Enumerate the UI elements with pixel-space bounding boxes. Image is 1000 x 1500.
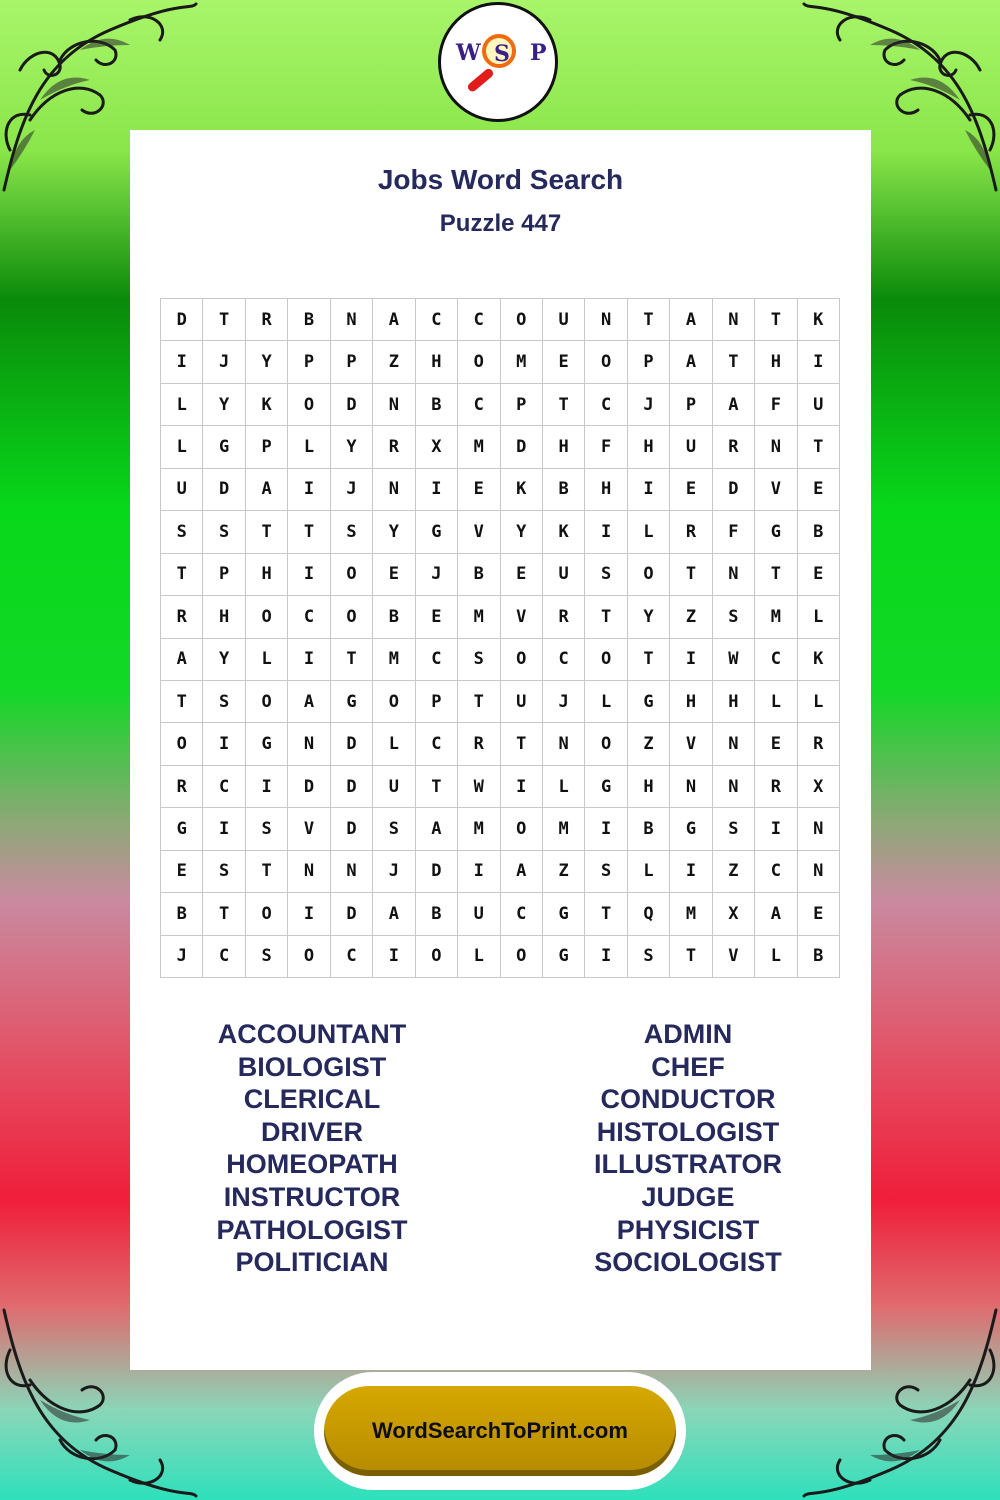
grid-cell[interactable]: T [501, 723, 543, 765]
grid-cell[interactable]: V [501, 596, 543, 638]
grid-cell[interactable]: T [161, 681, 203, 723]
grid-cell[interactable]: L [288, 426, 330, 468]
grid-cell[interactable]: D [331, 384, 373, 426]
grid-cell[interactable]: W [458, 766, 500, 808]
grid-cell[interactable]: S [203, 681, 245, 723]
grid-cell[interactable]: X [416, 426, 458, 468]
grid-cell[interactable]: I [458, 851, 500, 893]
grid-cell[interactable]: O [416, 936, 458, 978]
grid-cell[interactable]: A [501, 851, 543, 893]
grid-cell[interactable]: G [161, 808, 203, 850]
grid-cell[interactable]: A [713, 384, 755, 426]
grid-cell[interactable]: C [543, 639, 585, 681]
grid-cell[interactable]: T [755, 299, 797, 341]
grid-cell[interactable]: E [161, 851, 203, 893]
grid-cell[interactable]: G [543, 893, 585, 935]
grid-cell[interactable]: L [798, 596, 840, 638]
grid-cell[interactable]: H [543, 426, 585, 468]
magnifier-logo-icon [448, 32, 548, 92]
grid-cell[interactable]: Y [628, 596, 670, 638]
grid-cell[interactable]: M [373, 639, 415, 681]
grid-cell[interactable]: L [161, 384, 203, 426]
grid-cell[interactable]: E [755, 723, 797, 765]
grid-cell[interactable]: T [203, 299, 245, 341]
grid-cell[interactable]: I [288, 893, 330, 935]
grid-cell[interactable]: C [755, 639, 797, 681]
grid-cell[interactable]: O [585, 341, 627, 383]
grid-cell[interactable]: L [755, 681, 797, 723]
grid-cell[interactable]: O [628, 554, 670, 596]
word-list-item: ADMIN [643, 1019, 733, 1049]
grid-cell[interactable]: B [458, 554, 500, 596]
grid-cell[interactable]: Q [628, 893, 670, 935]
word-list-item: ILLUSTRATOR [594, 1149, 782, 1180]
grid-cell[interactable]: I [203, 723, 245, 765]
grid-cell[interactable]: T [755, 554, 797, 596]
grid-cell[interactable]: N [713, 723, 755, 765]
word-list-item: JUDGE [641, 1181, 735, 1212]
grid-cell[interactable]: S [585, 851, 627, 893]
grid-cell[interactable]: P [203, 554, 245, 596]
grid-cell[interactable]: U [161, 469, 203, 511]
grid-cell[interactable]: D [713, 469, 755, 511]
grid-cell[interactable]: C [288, 596, 330, 638]
grid-cell[interactable]: I [161, 341, 203, 383]
grid-cell[interactable]: S [713, 596, 755, 638]
grid-cell[interactable]: N [543, 723, 585, 765]
grid-cell[interactable]: D [331, 723, 373, 765]
grid-cell[interactable]: N [713, 554, 755, 596]
grid-cell[interactable]: H [203, 596, 245, 638]
site-link-button[interactable]: WordSearchToPrint.com [324, 1386, 676, 1476]
grid-cell[interactable]: O [501, 639, 543, 681]
grid-cell[interactable]: C [416, 723, 458, 765]
puzzle-card [130, 130, 871, 1370]
grid-cell[interactable]: H [755, 341, 797, 383]
grid-cell[interactable]: T [585, 893, 627, 935]
grid-cell[interactable]: O [288, 384, 330, 426]
grid-cell[interactable]: I [585, 936, 627, 978]
grid-cell[interactable]: N [798, 808, 840, 850]
grid-cell[interactable]: O [246, 681, 288, 723]
grid-cell[interactable]: O [585, 723, 627, 765]
grid-cell[interactable]: R [458, 723, 500, 765]
grid-cell[interactable]: T [246, 851, 288, 893]
grid-cell[interactable]: T [203, 893, 245, 935]
grid-cell[interactable]: P [246, 426, 288, 468]
grid-cell[interactable]: N [798, 851, 840, 893]
grid-cell[interactable]: N [331, 299, 373, 341]
grid-cell[interactable]: L [161, 426, 203, 468]
grid-cell[interactable]: I [246, 766, 288, 808]
grid-cell[interactable]: I [288, 554, 330, 596]
grid-cell[interactable]: U [373, 766, 415, 808]
grid-cell[interactable]: T [161, 554, 203, 596]
grid-cell[interactable]: P [628, 341, 670, 383]
grid-cell[interactable]: V [458, 511, 500, 553]
grid-cell[interactable]: C [458, 299, 500, 341]
grid-cell[interactable]: B [161, 893, 203, 935]
grid-cell[interactable]: D [331, 893, 373, 935]
grid-cell[interactable]: G [585, 766, 627, 808]
grid-cell[interactable]: G [543, 936, 585, 978]
grid-cell[interactable]: G [416, 511, 458, 553]
grid-cell[interactable]: P [670, 384, 712, 426]
grid-cell[interactable]: U [543, 554, 585, 596]
grid-cell[interactable]: A [755, 893, 797, 935]
grid-cell[interactable]: G [628, 681, 670, 723]
grid-cell[interactable]: T [416, 766, 458, 808]
grid-cell[interactable]: N [331, 851, 373, 893]
grid-cell[interactable]: A [416, 808, 458, 850]
grid-cell[interactable]: O [373, 681, 415, 723]
word-list-item: HOMEOPATH [226, 1149, 398, 1180]
grid-cell[interactable]: L [543, 766, 585, 808]
grid-cell[interactable]: O [501, 808, 543, 850]
grid-cell[interactable]: Z [628, 723, 670, 765]
grid-cell[interactable]: F [585, 426, 627, 468]
grid-cell[interactable]: U [501, 681, 543, 723]
grid-cell[interactable]: T [628, 639, 670, 681]
grid-cell[interactable]: K [246, 384, 288, 426]
grid-cell[interactable]: B [416, 384, 458, 426]
grid-cell[interactable]: T [670, 554, 712, 596]
grid-cell[interactable]: M [543, 808, 585, 850]
grid-cell[interactable]: S [246, 936, 288, 978]
grid-cell[interactable]: J [161, 936, 203, 978]
grid-cell[interactable]: Z [543, 851, 585, 893]
grid-cell[interactable]: L [798, 681, 840, 723]
grid-cell[interactable]: L [373, 723, 415, 765]
grid-cell[interactable]: D [501, 426, 543, 468]
grid-cell[interactable]: D [161, 299, 203, 341]
site-logo[interactable] [438, 2, 558, 122]
logo-letter: W [456, 40, 481, 66]
grid-cell[interactable]: H [246, 554, 288, 596]
grid-cell[interactable]: T [331, 639, 373, 681]
grid-cell[interactable]: C [416, 299, 458, 341]
puzzle-number: Puzzle 447 [439, 210, 562, 237]
word-list-item: DRIVER [260, 1116, 363, 1147]
grid-cell[interactable]: U [458, 893, 500, 935]
word-list-item: CHEF [651, 1051, 725, 1082]
grid-cell[interactable]: J [203, 341, 245, 383]
grid-cell[interactable]: M [458, 596, 500, 638]
grid-cell[interactable]: H [585, 469, 627, 511]
grid-cell[interactable]: E [798, 893, 840, 935]
grid-cell[interactable]: O [246, 596, 288, 638]
grid-cell[interactable]: O [161, 723, 203, 765]
grid-cell[interactable]: U [543, 299, 585, 341]
grid-cell[interactable]: N [288, 851, 330, 893]
grid-cell[interactable]: L [755, 936, 797, 978]
grid-cell[interactable]: F [755, 384, 797, 426]
word-list-left [152, 1018, 472, 1279]
grid-cell[interactable]: C [331, 936, 373, 978]
grid-cell[interactable]: O [501, 299, 543, 341]
grid-cell[interactable]: N [755, 426, 797, 468]
grid-cell[interactable]: I [501, 766, 543, 808]
grid-cell[interactable]: T [798, 426, 840, 468]
grid-cell[interactable]: A [288, 681, 330, 723]
grid-cell[interactable]: O [458, 341, 500, 383]
grid-cell[interactable]: B [628, 808, 670, 850]
grid-cell[interactable]: K [798, 639, 840, 681]
grid-cell[interactable]: X [713, 893, 755, 935]
grid-cell[interactable]: C [203, 766, 245, 808]
grid-cell[interactable]: O [501, 936, 543, 978]
grid-cell[interactable]: L [458, 936, 500, 978]
word-list-item: POLITICIAN [235, 1247, 389, 1278]
grid-cell[interactable]: S [161, 511, 203, 553]
grid-cell[interactable]: E [670, 469, 712, 511]
word-list-item: SOCIOLOGIST [594, 1247, 782, 1278]
grid-cell[interactable]: I [670, 639, 712, 681]
grid-cell[interactable]: E [458, 469, 500, 511]
grid-cell[interactable]: I [755, 808, 797, 850]
grid-cell[interactable]: H [416, 341, 458, 383]
grid-cell[interactable]: F [713, 511, 755, 553]
grid-cell[interactable]: Y [373, 511, 415, 553]
grid-cell[interactable]: R [543, 596, 585, 638]
grid-cell[interactable]: I [670, 851, 712, 893]
grid-cell[interactable]: Y [246, 341, 288, 383]
grid-cell[interactable]: A [246, 469, 288, 511]
grid-cell[interactable]: I [288, 469, 330, 511]
grid-cell[interactable]: N [585, 299, 627, 341]
grid-cell[interactable]: R [161, 596, 203, 638]
grid-cell[interactable]: N [713, 299, 755, 341]
grid-cell[interactable]: U [670, 426, 712, 468]
grid-cell[interactable]: I [585, 808, 627, 850]
grid-cell[interactable]: A [373, 299, 415, 341]
grid-cell[interactable]: W [713, 639, 755, 681]
grid-cell[interactable]: J [416, 554, 458, 596]
grid-cell[interactable]: S [203, 851, 245, 893]
grid-cell[interactable]: I [288, 639, 330, 681]
grid-cell[interactable]: K [501, 469, 543, 511]
grid-cell[interactable]: E [501, 554, 543, 596]
grid-cell[interactable]: M [501, 341, 543, 383]
grid-cell[interactable]: I [373, 936, 415, 978]
grid-cell[interactable]: T [288, 511, 330, 553]
grid-cell[interactable]: G [331, 681, 373, 723]
grid-cell[interactable]: L [246, 639, 288, 681]
grid-cell[interactable]: R [373, 426, 415, 468]
grid-cell[interactable]: C [501, 893, 543, 935]
grid-cell[interactable]: Y [203, 384, 245, 426]
grid-cell[interactable]: P [416, 681, 458, 723]
grid-cell[interactable]: V [755, 469, 797, 511]
grid-cell[interactable]: P [288, 341, 330, 383]
grid-cell[interactable]: R [713, 426, 755, 468]
grid-cell[interactable]: V [288, 808, 330, 850]
grid-cell[interactable]: S [628, 936, 670, 978]
grid-cell[interactable]: B [373, 596, 415, 638]
grid-cell[interactable]: O [288, 936, 330, 978]
grid-cell[interactable]: S [373, 808, 415, 850]
grid-cell[interactable]: O [585, 639, 627, 681]
grid-cell[interactable]: R [798, 723, 840, 765]
grid-cell[interactable]: T [585, 596, 627, 638]
grid-cell[interactable]: R [161, 766, 203, 808]
grid-cell[interactable]: Y [331, 426, 373, 468]
grid-cell[interactable]: I [585, 511, 627, 553]
grid-cell[interactable]: V [670, 723, 712, 765]
grid-cell[interactable]: L [628, 511, 670, 553]
grid-cell[interactable]: U [798, 384, 840, 426]
grid-cell[interactable]: J [543, 681, 585, 723]
grid-cell[interactable]: T [543, 384, 585, 426]
grid-cell[interactable]: N [288, 723, 330, 765]
word-list-item: CLERICAL [243, 1084, 381, 1115]
grid-cell[interactable]: E [798, 469, 840, 511]
letter-grid [160, 298, 840, 978]
grid-cell[interactable]: B [798, 511, 840, 553]
grid-cell[interactable]: D [416, 851, 458, 893]
grid-cell[interactable]: K [543, 511, 585, 553]
word-list-item: HISTOLOGIST [596, 1116, 780, 1147]
logo-letter: S [494, 41, 510, 67]
page-title: Jobs Word Search [377, 164, 624, 195]
grid-cell[interactable]: X [798, 766, 840, 808]
word-list-item: BIOLOGIST [237, 1051, 387, 1082]
grid-cell[interactable]: N [373, 384, 415, 426]
grid-cell[interactable]: R [755, 766, 797, 808]
grid-cell[interactable]: A [670, 299, 712, 341]
grid-cell[interactable]: T [670, 936, 712, 978]
grid-cell[interactable]: M [670, 893, 712, 935]
grid-cell[interactable]: R [246, 299, 288, 341]
grid-cell[interactable]: V [713, 936, 755, 978]
word-list-item: PATHOLOGIST [216, 1214, 408, 1245]
grid-cell[interactable]: H [670, 681, 712, 723]
grid-cell[interactable]: A [161, 639, 203, 681]
grid-cell[interactable]: P [331, 341, 373, 383]
grid-cell[interactable]: C [458, 384, 500, 426]
grid-cell[interactable]: H [628, 426, 670, 468]
grid-cell[interactable]: C [416, 639, 458, 681]
grid-cell[interactable]: T [628, 299, 670, 341]
grid-cell[interactable]: M [755, 596, 797, 638]
grid-cell[interactable]: I [416, 469, 458, 511]
grid-cell[interactable]: N [373, 469, 415, 511]
grid-cell[interactable]: R [670, 511, 712, 553]
grid-cell[interactable]: C [755, 851, 797, 893]
grid-cell[interactable]: A [670, 341, 712, 383]
grid-cell[interactable]: D [203, 469, 245, 511]
grid-cell[interactable]: E [416, 596, 458, 638]
grid-cell[interactable]: E [543, 341, 585, 383]
site-badge [314, 1372, 686, 1490]
grid-cell[interactable]: T [246, 511, 288, 553]
grid-cell[interactable]: S [246, 808, 288, 850]
grid-cell[interactable]: Z [713, 851, 755, 893]
word-list-item: CONDUCTOR [600, 1084, 776, 1115]
grid-cell[interactable]: B [288, 299, 330, 341]
grid-cell[interactable]: J [331, 469, 373, 511]
grid-cell[interactable]: M [458, 808, 500, 850]
grid-cell[interactable]: Z [373, 341, 415, 383]
grid-cell[interactable]: I [628, 469, 670, 511]
grid-cell[interactable]: O [246, 893, 288, 935]
grid-cell[interactable]: J [373, 851, 415, 893]
grid-cell[interactable]: L [585, 681, 627, 723]
grid-cell[interactable]: E [373, 554, 415, 596]
grid-cell[interactable]: B [543, 469, 585, 511]
grid-cell[interactable]: B [416, 893, 458, 935]
grid-cell[interactable]: B [798, 936, 840, 978]
grid-cell[interactable]: Y [501, 511, 543, 553]
grid-cell[interactable]: S [585, 554, 627, 596]
grid-cell[interactable]: I [203, 808, 245, 850]
word-list-right [528, 1018, 848, 1279]
grid-cell[interactable]: K [798, 299, 840, 341]
grid-cell[interactable]: O [331, 596, 373, 638]
grid-cell[interactable]: H [713, 681, 755, 723]
grid-cell[interactable]: S [203, 511, 245, 553]
grid-cell[interactable]: T [458, 681, 500, 723]
grid-cell[interactable]: I [798, 341, 840, 383]
grid-cell[interactable]: G [203, 426, 245, 468]
logo-letter: P [530, 40, 547, 66]
grid-cell[interactable]: T [713, 341, 755, 383]
grid-cell[interactable]: Z [670, 596, 712, 638]
grid-cell[interactable]: O [331, 554, 373, 596]
grid-cell[interactable]: H [628, 766, 670, 808]
grid-cell[interactable]: J [628, 384, 670, 426]
grid-cell[interactable]: M [458, 426, 500, 468]
grid-cell[interactable]: N [670, 766, 712, 808]
grid-cell[interactable]: G [755, 511, 797, 553]
grid-cell[interactable]: S [713, 808, 755, 850]
grid-cell[interactable]: P [501, 384, 543, 426]
grid-cell[interactable]: C [203, 936, 245, 978]
grid-cell[interactable]: D [331, 766, 373, 808]
grid-cell[interactable]: S [458, 639, 500, 681]
grid-cell[interactable]: G [246, 723, 288, 765]
grid-cell[interactable]: Y [203, 639, 245, 681]
grid-cell[interactable]: A [373, 893, 415, 935]
grid-cell[interactable]: S [331, 511, 373, 553]
grid-cell[interactable]: D [331, 808, 373, 850]
word-list-item: ACCOUNTANT [217, 1019, 407, 1049]
word-list-item: PHYSICIST [616, 1214, 760, 1245]
word-list-item: INSTRUCTOR [223, 1181, 401, 1212]
grid-cell[interactable]: E [798, 554, 840, 596]
grid-cell[interactable]: N [713, 766, 755, 808]
grid-cell[interactable]: C [585, 384, 627, 426]
grid-cell[interactable]: D [288, 766, 330, 808]
grid-cell[interactable]: L [628, 851, 670, 893]
grid-cell[interactable]: G [670, 808, 712, 850]
